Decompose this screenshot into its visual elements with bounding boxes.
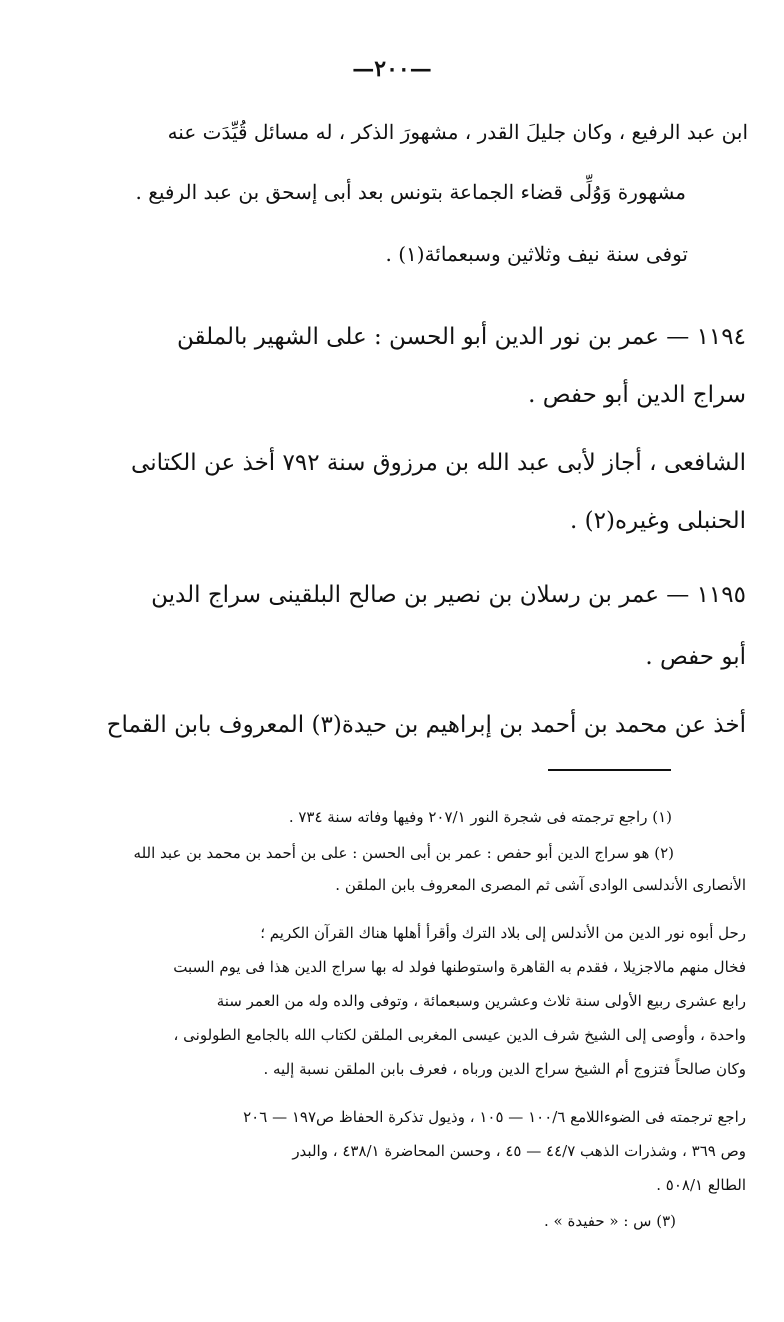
footnote-line: الأنصارى الأندلسى الوادى آشى ثم المصرى المعروف بابن الملقن . <box>335 876 746 894</box>
footnote-line: واحدة ، وأوصى إلى الشيخ شرف الدين عيسى المغربى الملقن لكتاب الله بالجامع الطولونى ، <box>173 1026 746 1044</box>
footnote-separator <box>548 769 671 771</box>
text-line: مشهورة وَوُلِّى قضاء الجماعة بتونس بعد أبى إسحق بن عبد الرفيع . <box>135 180 686 204</box>
text-line: ابن عبد الرفيع ، وكان جليلَ القدر ، مشهورَ الذكر ، له مسائل قُيِّدَت عنه <box>167 120 748 144</box>
text-line: سراج الدين أبو حفص . <box>528 382 746 408</box>
footnote-line: (١) راجع ترجمته فى شجرة النور ٢٠٧/١ وفيها وفاته سنة ٧٣٤ . <box>288 808 672 826</box>
entry-heading-1195: ١١٩٥ — عمر بن رسلان بن نصير بن صالح البلقينى سراج الدين <box>151 582 746 608</box>
footnote-line: رابع عشرى ربيع الأولى سنة ثلاث وعشرين وسبعمائة ، وتوفى والده وله من العمر سنة <box>216 992 746 1010</box>
text-line: توفى سنة نيف وثلاثين وسبعمائة(١) . <box>385 242 688 266</box>
text-line: أخذ عن محمد بن أحمد بن إبراهيم بن حيدة(٣) المعروف بابن القماح <box>106 712 746 738</box>
footnote-line: الطالع ٥٠٨/١ . <box>656 1176 746 1194</box>
footnote-line: رحل أبوه نور الدين من الأندلس إلى بلاد الترك وأقرأ أهلها هناك القرآن الكريم ؛ <box>260 924 746 942</box>
footnote-line: وص ٣٦٩ ، وشذرات الذهب ٤٤/٧ — ٤٥ ، وحسن المحاضرة ٤٣٨/١ ، والبدر <box>292 1142 746 1160</box>
footnote-line: فخال منهم مالاجزيلا ، فقدم به القاهرة واستوطنها فولد له بها سراج الدين هذا فى يوم السبت <box>173 958 746 976</box>
text-line: الحنبلى وغيره(٢) . <box>570 508 746 534</box>
footnote-line: (٢) هو سراج الدين أبو حفص : عمر بن أبى الحسن : على بن أحمد بن محمد بن عبد الله <box>133 844 674 862</box>
page-number: —٢٠٠— <box>352 56 432 82</box>
footnote-line: وكان صالحاً فتزوج أم الشيخ سراج الدين ورباه ، فعرف بابن الملقن نسبة إليه . <box>263 1060 746 1078</box>
footnote-line: راجع ترجمته فى الضوءاللامع ١٠٠/٦ — ١٠٥ ، وذيول تذكرة الحفاظ ص١٩٧ — ٢٠٦ <box>243 1108 746 1126</box>
text-line: أبو حفص . <box>645 644 746 670</box>
footnote-line: (٣) س : « حفيدة » . <box>544 1212 676 1230</box>
entry-heading-1194: ١١٩٤ — عمر بن نور الدين أبو الحسن : على الشهير بالملقن <box>176 324 746 350</box>
text-line: الشافعى ، أجاز لأبى عبد الله بن مرزوق سنة ٧٩٢ أخذ عن الكتانى <box>131 450 746 476</box>
